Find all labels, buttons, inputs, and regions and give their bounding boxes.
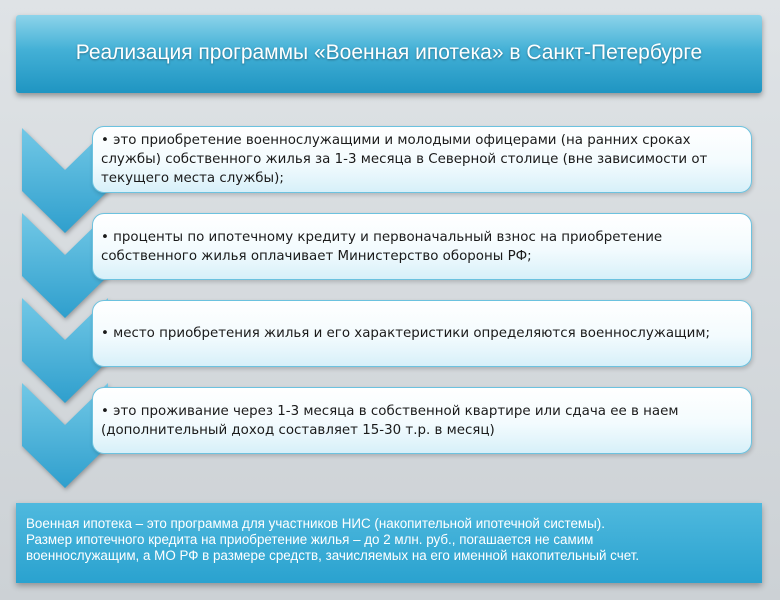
list-item-line: текущего места службы); <box>101 171 284 186</box>
title-bar <box>16 15 762 93</box>
list-item-line: • это проживание через 1-3 месяца в собственной квартире или сдача ее в наем <box>101 404 679 419</box>
list-item <box>92 387 752 454</box>
slide-title: Реализация программы «Военная ипотека» в Санкт-Петербурге <box>75 41 703 64</box>
summary-box <box>16 503 762 583</box>
list-item <box>92 126 752 193</box>
list-item <box>92 300 752 367</box>
summary-line: Военная ипотека – это программа для участников НИС (накопительной ипотечной системы). <box>26 516 605 531</box>
list-item-line: службы) собственного жилья за 1-3 месяца в Северной столице (вне зависимости от <box>101 152 708 167</box>
list-item-line: собственного жилья оплачивает Министерство обороны РФ; <box>101 249 532 264</box>
list-item-line: • место приобретения жилья и его характеристики определяются военнослужащим; <box>101 326 710 341</box>
summary-line: Размер ипотечного кредита на приобретение жилья – до 2 млн. руб., погашается не самим <box>26 532 594 547</box>
list-item <box>92 213 752 280</box>
summary-text <box>26 516 752 564</box>
list-item-line: • проценты по ипотечному кредиту и первоначальный взнос на приобретение <box>101 230 663 245</box>
list-item-line: • это приобретение военнослужащими и молодыми офицерами (на ранних сроках <box>101 133 691 148</box>
summary-line: военнослужащим, а МО РФ в размере средств, зачисляемых на его именной накопительный счет. <box>26 548 640 563</box>
list-item-line: (дополнительный доход составляет 15-30 т.р. в месяц) <box>101 423 495 438</box>
